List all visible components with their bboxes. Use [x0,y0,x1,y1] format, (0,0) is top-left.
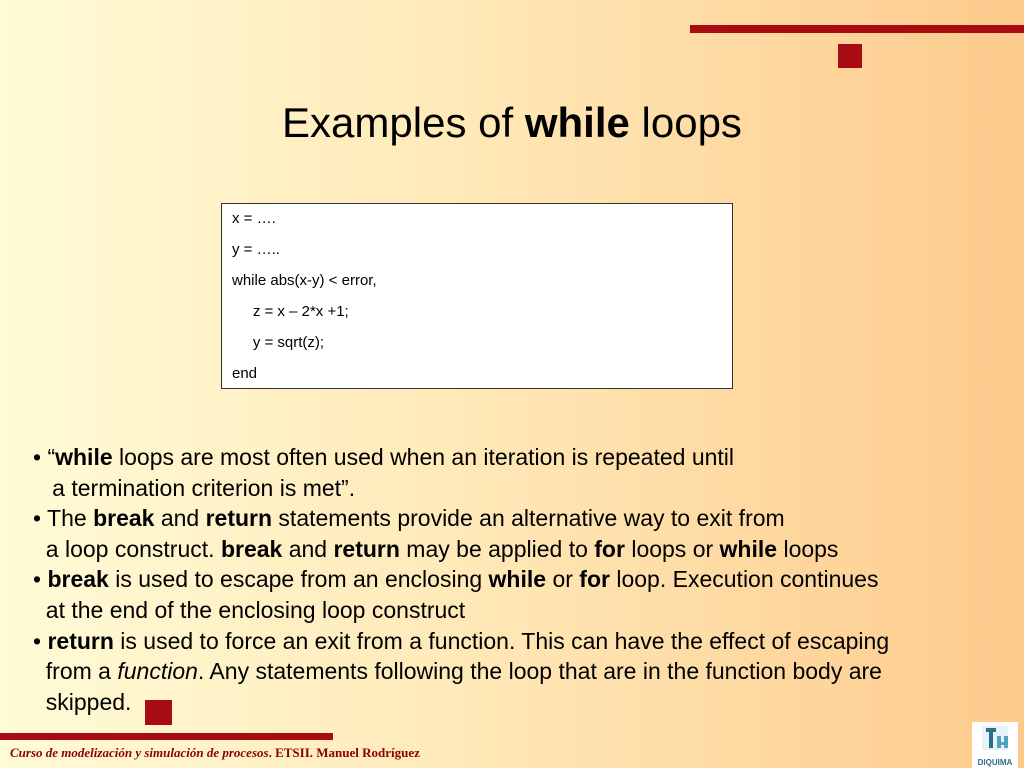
bullet-line: a termination criterion is met”. [33,474,356,501]
bottom-accent-bar [0,733,333,740]
bullet-line: • return is used to force an exit from a function. This can have the effect of escaping [33,627,890,654]
code-line: y = sqrt(z); [232,334,325,351]
code-line: while abs(x-y) < error, [232,272,377,289]
bullet-line: from a function. Any statements following the loop that are in the function body are [33,658,882,685]
code-line: x = …. [232,210,276,227]
slide-title: Examples of while loops [282,99,742,146]
bullet-list [33,442,1003,717]
logo-mark-icon [972,722,1018,758]
footer-credit: Curso de modelización y simulación de procesos. ETSII. Manuel Rodríguez [10,745,420,760]
bullet-line: at the end of the enclosing loop construct [33,596,466,623]
bullet-line: • break is used to escape from an enclosing while or for loop. Execution continues [33,566,879,593]
code-line: y = ….. [232,241,280,258]
end-accent-square [145,700,172,725]
bullet-line: a loop construct. break and return may be applied to for loops or while loops [33,535,839,562]
logo-wordmark: DIQUIMA [977,758,1013,767]
diquima-logo [972,722,1018,768]
top-accent-square [838,44,862,68]
bullet-line: skipped. [33,688,132,715]
code-line: end [232,365,258,382]
bullet-line: • The break and return statements provide an alternative way to exit from [33,505,785,532]
bullet-line: • “while loops are most often used when an iteration is repeated until [33,444,735,470]
code-line: z = x – 2*x +1; [232,303,349,320]
code-example-box [221,203,733,389]
top-accent-bar [690,25,1024,33]
